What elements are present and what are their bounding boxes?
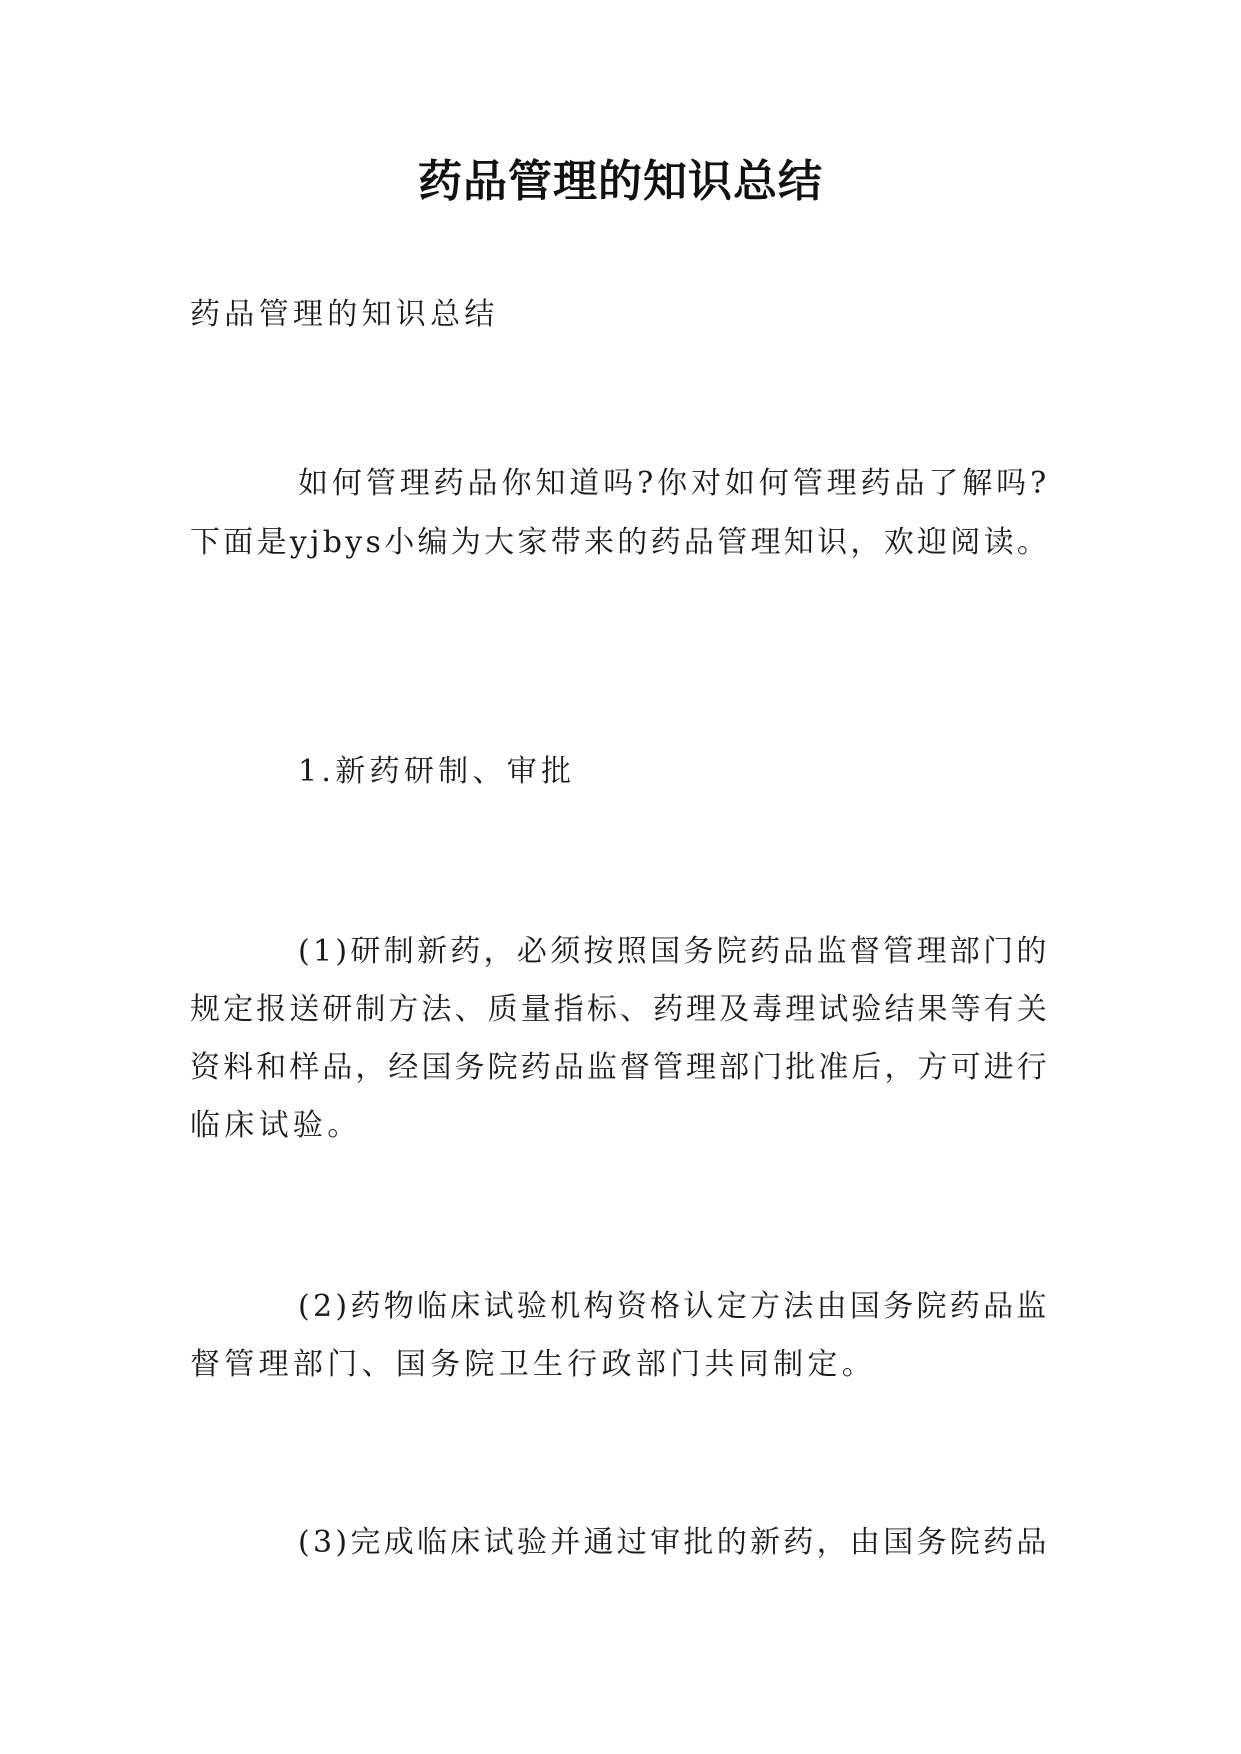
para-2-line-1: (2)药物临床试验机构资格认定方法由国务院药品监 bbox=[298, 1289, 1050, 1324]
para-3-line-1: (3)完成临床试验并通过审批的新药，由国务院药品 bbox=[298, 1525, 1050, 1560]
para-2-line-2: 督管理部门、国务院卫生行政部门共同制定。 bbox=[190, 1347, 876, 1382]
intro-line-1: 如何管理药品你知道吗?你对如何管理药品了解吗? bbox=[298, 466, 1051, 501]
para-1-line-3: 资料和样品，经国务院药品监督管理部门批准后，方可进行 bbox=[190, 1050, 1050, 1085]
document-subtitle: 药品管理的知识总结 bbox=[190, 297, 499, 332]
para-1-line-4: 临床试验。 bbox=[190, 1108, 362, 1143]
document-title: 药品管理的知识总结 bbox=[418, 156, 823, 207]
section-1-heading: 1.新药研制、审批 bbox=[298, 754, 576, 789]
para-1-line-2: 规定报送研制方法、质量指标、药理及毒理试验结果等有关 bbox=[190, 992, 1050, 1027]
para-1-line-1: (1)研制新药，必须按照国务院药品监督管理部门的 bbox=[298, 934, 1050, 969]
intro-line-2: 下面是yjbys小编为大家带来的药品管理知识，欢迎阅读。 bbox=[190, 525, 1051, 560]
